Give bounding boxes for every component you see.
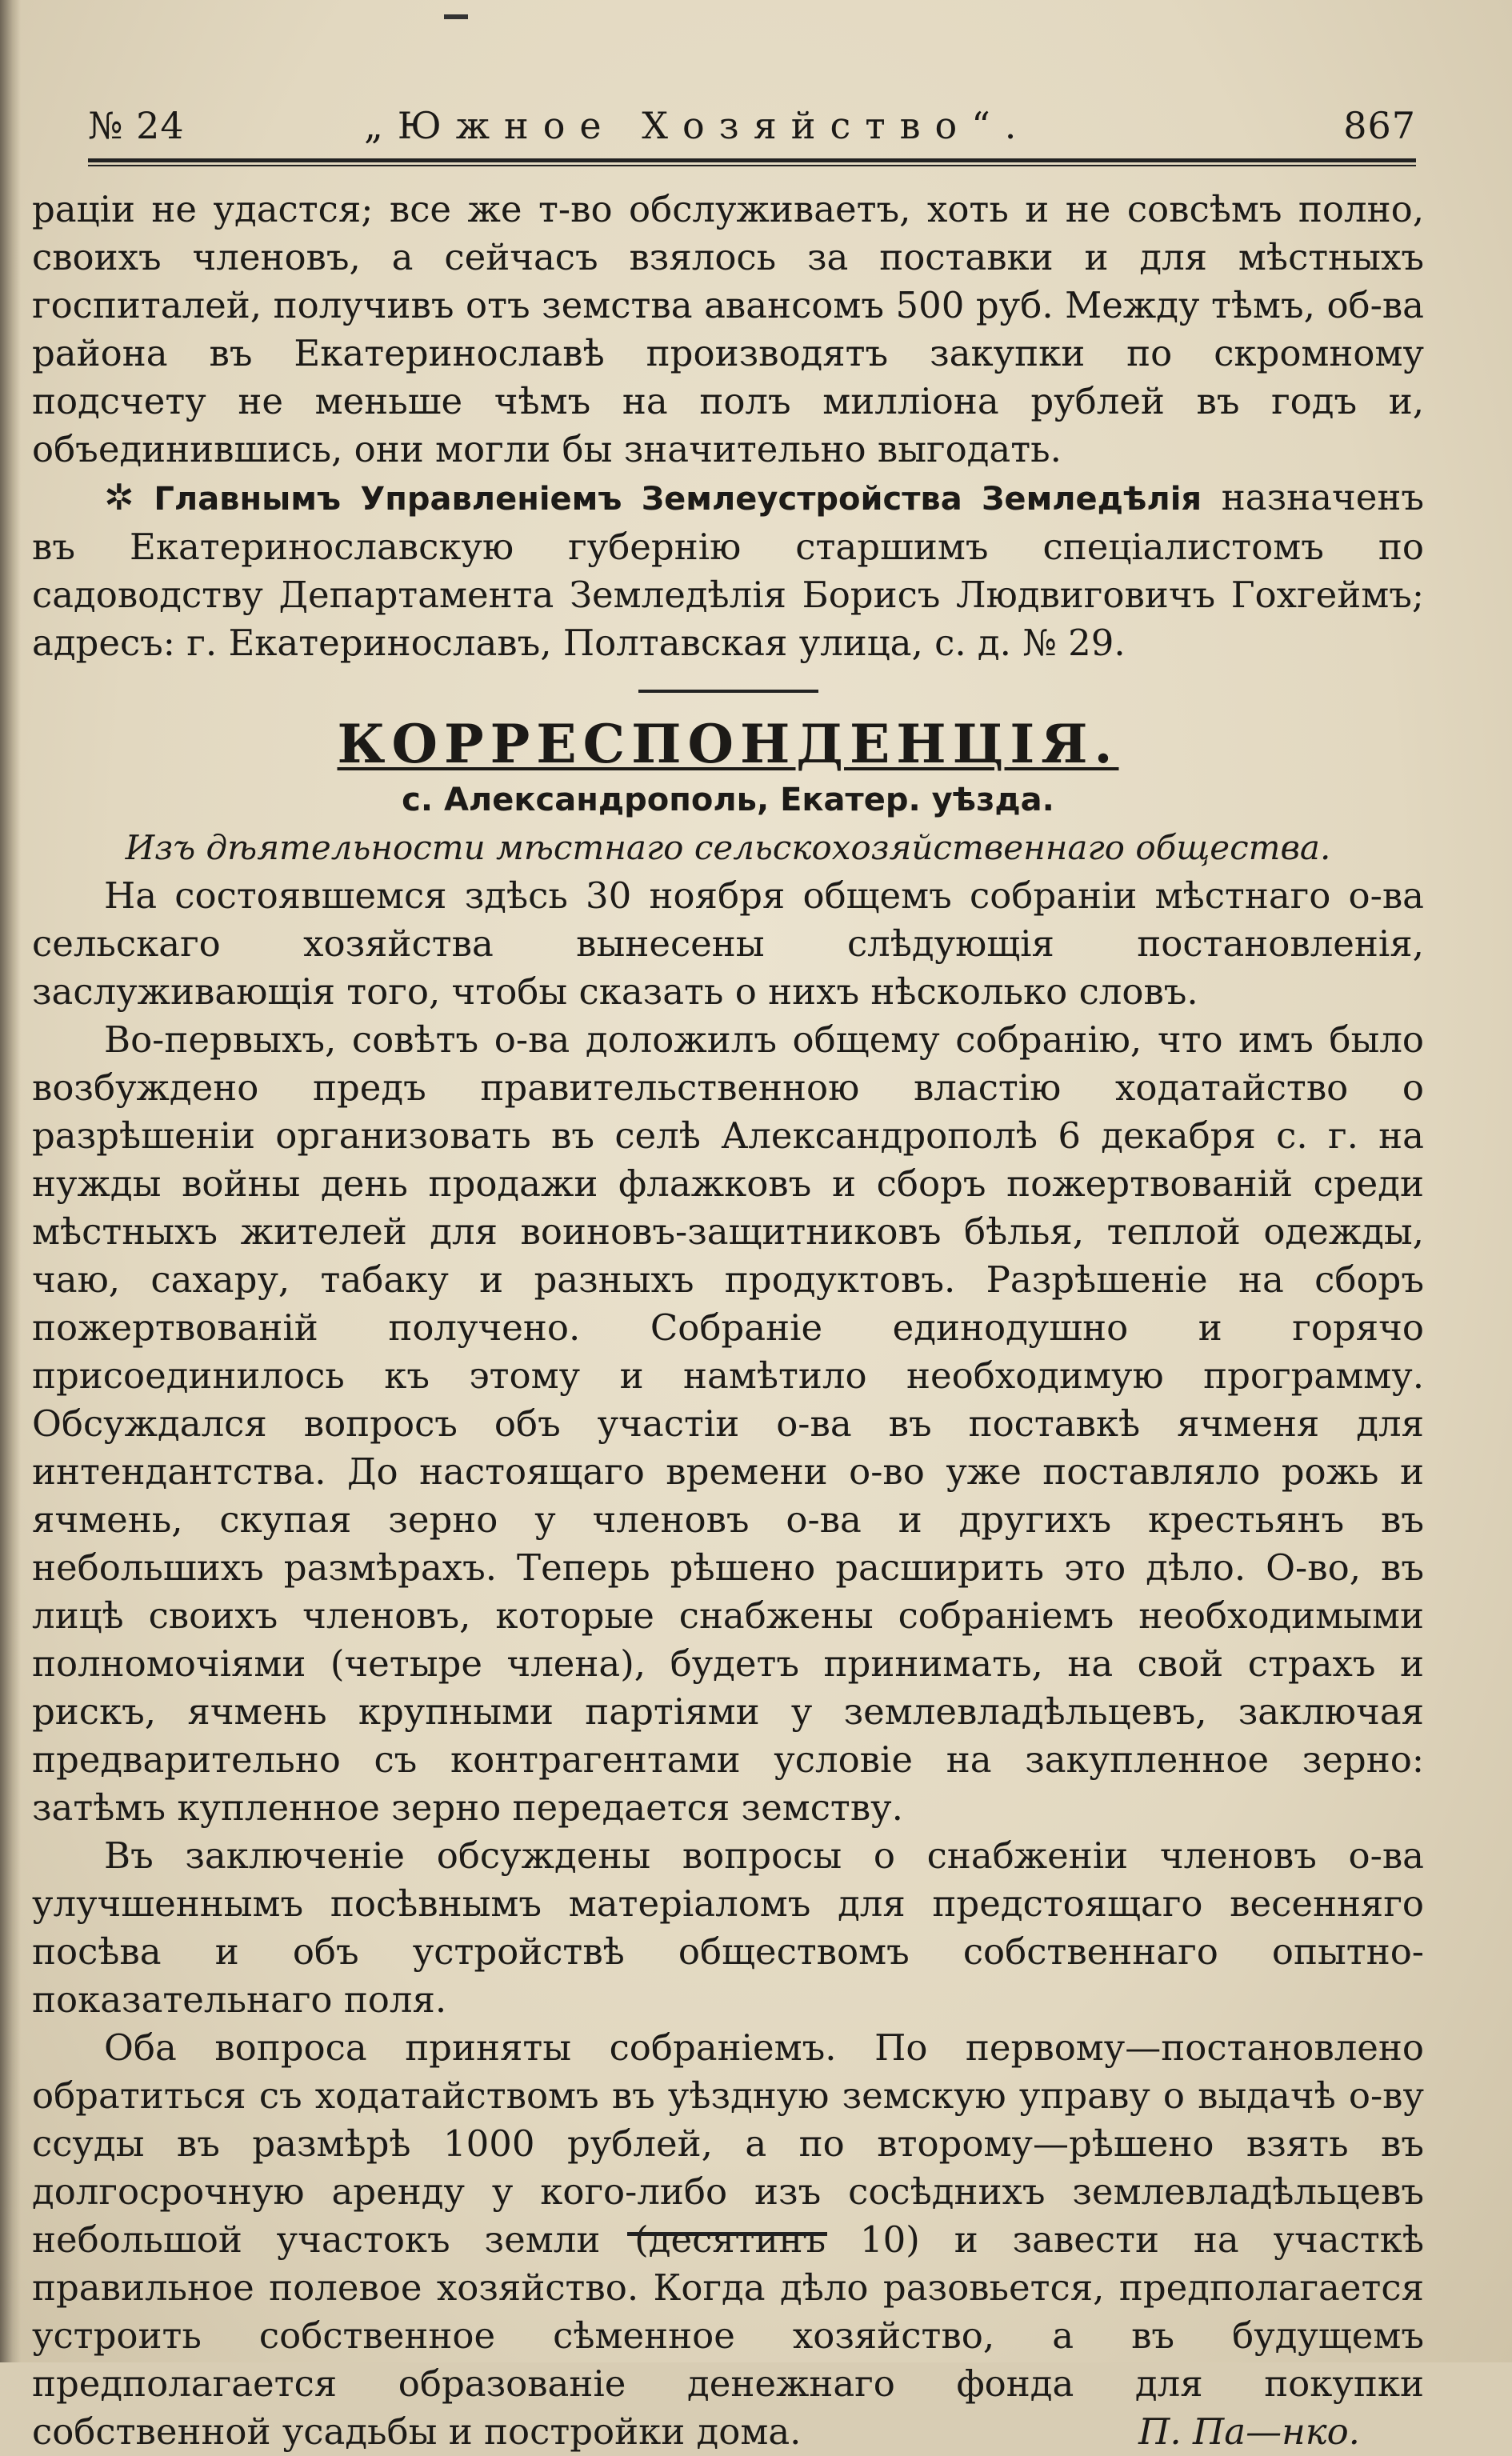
- paragraph-2: Во-первыхъ, совѣтъ о-ва доложилъ общему собранію, что имъ было возбуждено предъ правительственною властію ходатайство о разрѣшеніи организовать въ селѣ Александрополѣ 6 декабря с. г. на нужды войны день продажи флажковъ и сборъ пожертвованій среди мѣстныхъ жителей для воиновъ-защитниковъ бѣлья, теплой одежды, чаю, сахару, табаку и разныхъ продуктовъ. Разрѣшеніе на сборъ пожертвованій получено. Собраніе единодушно и горячо присоединилось къ этому и намѣтило необходимую программу. Обсуждался вопросъ объ участіи о-ва въ поставкѣ ячменя для интендантства. До настоящаго времени о-во уже поставляло рожь и ячмень, скупая зерно у членовъ о-ва и другихъ крестьянъ въ небольшихъ размѣрахъ. Теперь рѣшено расширить это дѣло. О-во, въ лицѣ своихъ членовъ, которые снабжены собраніемъ необходимыми полномочіями (четыре члена), будетъ принимать, на свой страхъ и рискъ, ячмень крупными партіями у землевладѣльцевъ, заключая предварительно съ контрагентами условіе на закупленное зерно: затѣмъ купленное зерно передается земству.: [32, 1018, 1424, 1829]
- print-mark: [444, 14, 468, 19]
- intro-paragraph: раціи не удастся; все же т-во обслуживаетъ, хоть и не совсѣмъ полно, своихъ членовъ, а сейчасъ взялось за поставки и для мѣстныхъ госпиталей, получивъ отъ земства авансомъ 500 руб. Между тѣмъ, об-ва района въ Екатеринославѣ производятъ закупки по скромному подсчету не меньше чѣмъ на полъ милліона рублей въ годъ и, объединившись, они могли бы значительно выгодать.: [32, 188, 1424, 470]
- notice-paragraph: [32, 474, 1424, 667]
- paragraph-4: [32, 2024, 1424, 2456]
- closing-rule: [627, 2232, 827, 2236]
- paragraph-1: На состоявшемся здѣсь 30 ноября общемъ собраніи мѣстнаго о-ва сельскаго хозяйства вынесены слѣдующія постановленія, заслуживающія того, чтобы сказать о нихъ нѣсколько словъ.: [32, 874, 1424, 1013]
- section-heading: КОРРЕСПОНДЕНЦІЯ.: [337, 713, 1119, 775]
- author-signature: П. Па—нко.: [1138, 2410, 1360, 2453]
- notice-text: назначенъ въ Екатеринославскую губернію старшимъ спеціалистомъ по садоводству Департамента Земледѣлія Борисъ Людвиговичъ Гохгеймъ; адресъ: г. Екатеринославъ, Полтавская улица, с. д. № 29.: [32, 476, 1424, 664]
- section-separator: [638, 690, 818, 693]
- header-double-rule: [88, 158, 1416, 166]
- correspondence-subtitle: Изъ дѣятельности мѣстнаго сельскохозяйственнаго общества.: [125, 828, 1331, 867]
- correspondence-place: с. Александрополь, Екатер. уѣзда.: [402, 782, 1054, 818]
- page-edge-shadow: [0, 0, 21, 2362]
- page-number: 867: [1343, 104, 1416, 147]
- journal-title: „Южное Хозяйство“.: [364, 104, 1031, 147]
- asterism-icon: ✲: [104, 476, 134, 518]
- notice-lead: Главнымъ Управленіемъ Землеустройства Земледѣлія: [154, 481, 1202, 518]
- running-header: [88, 104, 1416, 152]
- issue-number: № 24: [88, 104, 185, 147]
- paragraph-3: Въ заключеніе обсуждены вопросы о снабженіи членовъ о-ва улучшеннымъ посѣвнымъ матеріаломъ для предстоящаго весенняго посѣва и объ устройствѣ обществомъ собственнаго опытно-показательнаго поля.: [32, 1834, 1424, 2021]
- article-body: [32, 186, 1424, 2456]
- paragraph-4-text: Оба вопроса приняты собраніемъ. По первому—постановлено обратиться съ ходатайствомъ въ уѣздную земскую управу о выдачѣ о-ву ссуды въ размѣрѣ 1000 рублей, а по второму—рѣшено взять въ долгосрочную аренду у кого-либо изъ сосѣднихъ землевладѣльцевъ небольшой участокъ земли (десятинъ 10) и завести на участкѣ правильное полевое хозяйство. Когда дѣло разовьется, предполагается устроить собственное сѣменное хозяйство, а въ будущемъ предполагается образованіе денежнаго фонда для покупки собственной усадьбы и постройки дома.: [32, 2026, 1424, 2453]
